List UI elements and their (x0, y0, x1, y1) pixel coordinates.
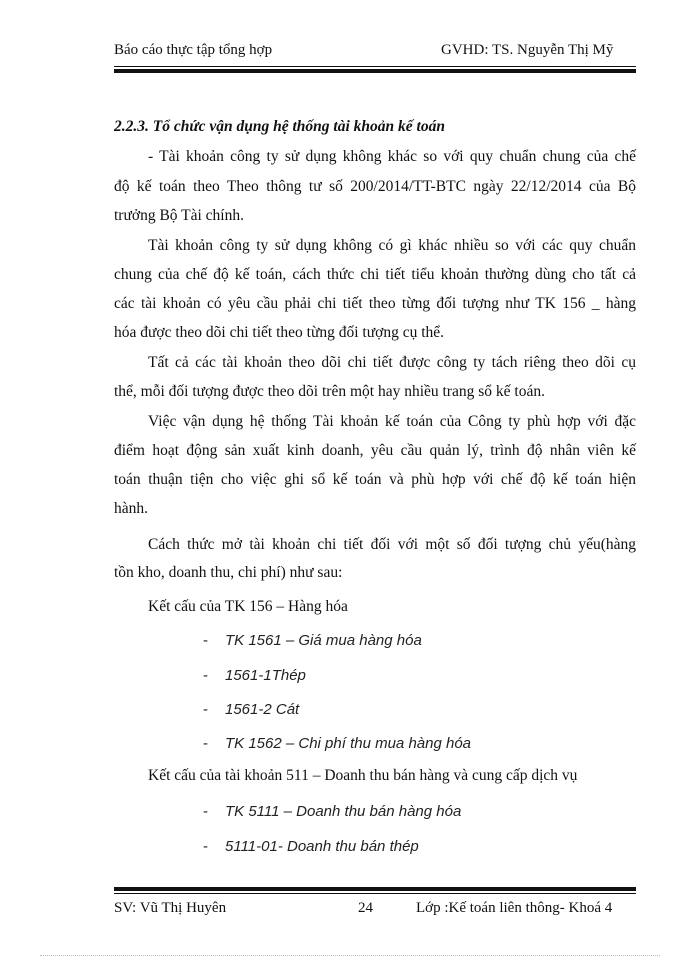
paragraph-line: độ kế toán theo Theo thông tư số 200/2014/TT-BTC ngày 22/12/2014 của Bộ (114, 178, 636, 195)
account-156-title: Kết cấu của TK 156 – Hàng hóa (148, 598, 348, 615)
account-511-title: Kết cấu của tài khoản 511 – Doanh thu bán hàng và cung cấp dịch vụ (148, 767, 578, 784)
footer-page-number: 24 (358, 900, 373, 916)
list-item-text: 5111-01- Doanh thu bán thép (225, 838, 419, 855)
header-rule-bottom (114, 69, 636, 73)
list-item-text: TK 1561 – Giá mua hàng hóa (225, 632, 422, 649)
paragraph-line: hóa được theo dõi chi tiết theo từng đối tượng cụ thể. (114, 324, 445, 341)
bullet-dash: - (203, 632, 208, 649)
header-report-title: Báo cáo thực tập tổng hợp (114, 42, 273, 58)
bullet-dash: - (203, 735, 208, 752)
header-rule-top (114, 66, 636, 67)
paragraph-line: Cách thức mở tài khoản chi tiết đối với một số đối tượng chủ yếu(hàng (148, 536, 636, 553)
list-item-text: 1561-1Thép (225, 667, 306, 684)
list-item (203, 701, 299, 718)
list-item (203, 667, 306, 684)
paragraph-line: các tài khoản có yêu cầu phải chi tiết theo từng đối tượng như TK 156 _ hàng (114, 295, 636, 312)
bullet-dash: - (203, 803, 208, 820)
paragraph-line: hành. (114, 500, 149, 517)
paragraph-line: - Tài khoản công ty sử dụng không khác so với quy chuẩn chung của chế (148, 148, 636, 165)
list-item-text: TK 5111 – Doanh thu bán hàng hóa (225, 803, 462, 820)
paragraph-line: tồn kho, doanh thu, chi phí) như sau: (114, 564, 343, 581)
paragraph-line: Việc vận dụng hệ thống Tài khoản kế toán của Công ty phù hợp với đặc (148, 413, 636, 430)
footer-class: Lớp :Kế toán liên thông- Khoá 4 (416, 900, 613, 916)
paragraph-line: toán thuận tiện cho việc ghi sổ kế toán và phù hợp với chế độ kế toán hiện (114, 471, 636, 488)
bullet-dash: - (203, 667, 208, 684)
paragraph-line: Tài khoản công ty sử dụng không có gì khác nhiều so với các quy chuẩn (148, 237, 636, 254)
list-item (203, 735, 471, 752)
paragraph-line: Tất cả các tài khoản theo dõi chi tiết được công ty tách riêng theo dõi cụ (148, 354, 636, 371)
section-heading: 2.2.3. Tổ chức vận dụng hệ thống tài khoản kế toán (114, 118, 445, 135)
list-item (203, 838, 419, 855)
paragraph-line: thể, mỗi đối tượng được theo dõi trên một hay nhiều trang sổ kế toán. (114, 383, 545, 400)
header-advisor: GVHD: TS. Nguyễn Thị Mỹ (441, 42, 614, 58)
list-item-text: TK 1562 – Chi phí thu mua hàng hóa (225, 735, 472, 752)
page-boundary (40, 955, 660, 956)
paragraph-line: trưởng Bộ Tài chính. (114, 207, 244, 224)
bullet-dash: - (203, 701, 208, 718)
list-item-text: 1561-2 Cát (225, 701, 300, 718)
list-item (203, 803, 461, 820)
bullet-dash: - (203, 838, 208, 855)
list-item (203, 632, 422, 649)
footer-rule-top (114, 887, 636, 891)
footer-student: SV: Vũ Thị Huyên (114, 900, 227, 916)
footer-rule-bottom (114, 893, 636, 894)
paragraph-line: điểm hoạt động sản xuất kinh doanh, yêu cầu quản lý, trình độ nhân viên kế (114, 442, 636, 459)
paragraph-line: chung của chế độ kế toán, cách thức chi tiết tiểu khoản thường dùng cho tất cả (114, 266, 636, 283)
